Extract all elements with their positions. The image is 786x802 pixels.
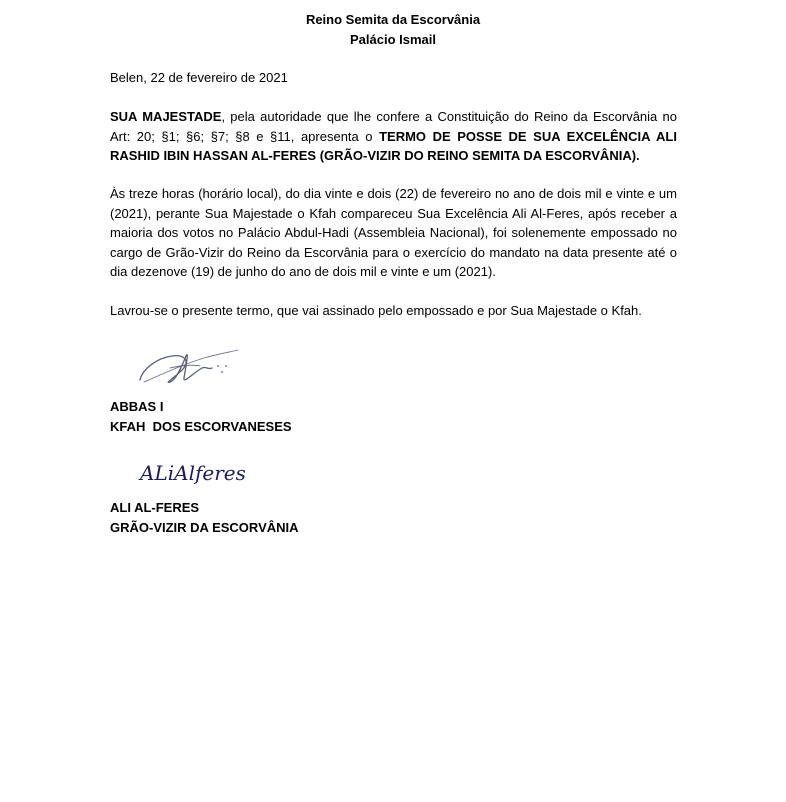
intro-subject: SUA MAJESTADE <box>110 109 222 124</box>
intro-term: TERMO DE POSSE DE SUA EXCELÊNCIA ALI RASHID IBIN HASSAN AL-FERES (GRÃO-VIZIR DO REINO SEMITA DA ESCORVÂNIA). <box>110 128 677 163</box>
closing-paragraph: Lavrou-se o presente termo, que vai assinado pelo empossado e por Sua Majestade o Kfah. <box>110 303 642 318</box>
document-header <box>0 10 786 50</box>
signature-ali-text: ALiAlferes <box>140 461 246 485</box>
signatory-abbas <box>110 397 292 437</box>
dateline: Belen, 22 de fevereiro de 2021 <box>110 70 288 85</box>
signatory-ali <box>110 498 299 538</box>
body-paragraph: Às treze horas (horário local), do dia vinte e dois (22) de fevereiro no ano de dois mil e vinte e um (2021), perante Sua Majestade o Kfah compareceu Sua Excelência Ali Al-Feres, após receber a maioria dos votos no Palácio Abdul-Hadi (Assembleia Nacional), foi solenemente empossado no cargo de Grão-Vizir do Reino da Escorvânia para o exercício do mandato na data presente até o dia dezenove (19) de junho do ano de dois mil e vinte e um (2021). <box>110 186 677 279</box>
signatory-abbas-title: KFAH DOS ESCORVANESES <box>110 419 292 434</box>
signatory-ali-title: GRÃO-VIZIR DA ESCORVÂNIA <box>110 520 299 535</box>
kingdom-name: Reino Semita da Escorvânia <box>305 12 481 27</box>
palace-name: Palácio Ismail <box>350 32 436 47</box>
signatory-ali-name: ALI AL-FERES <box>110 500 200 515</box>
signatory-abbas-name: ABBAS I <box>110 399 164 414</box>
signature-abbas <box>134 344 244 390</box>
intro-paragraph <box>110 107 677 166</box>
intro-middle: , pela autoridade que lhe confere a Constituição do Reino da Escorvânia no Art: 20; §1; §6; §7; §8 e §11, apresenta o <box>110 109 677 144</box>
signature-ali <box>138 454 246 494</box>
